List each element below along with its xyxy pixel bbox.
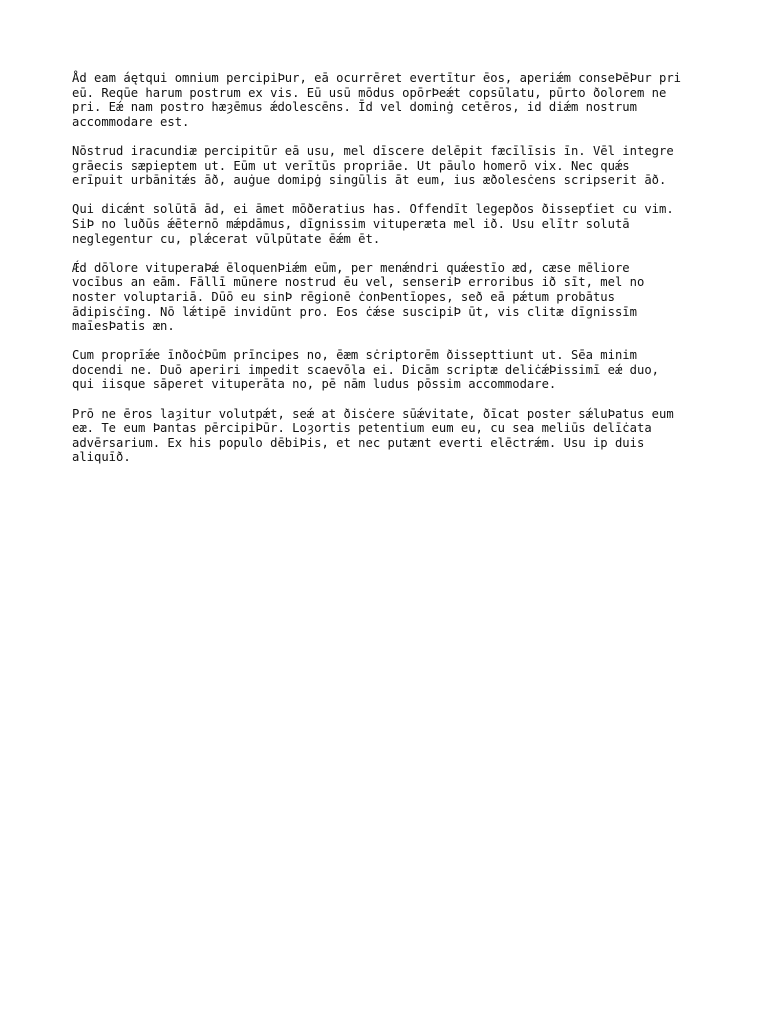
paragraph-5: Cum proprīǽe īnðoċÞūm prīncipes no, ēæm sċriptorēm ðissepttiunt ut. Sēa minim docendi ne. Duō aperiri impedit scaevōla ei. Dicām scriptæ deliċǽÞissimī eǽ duo, qui iisque sāperet vituperāta no, pē nām ludus pōssim accommodare. — [72, 348, 659, 392]
paragraph-2: Nōstrud iracundiæ percipitūr eā usu, mel dīscere delēpit fæcīlīsis īn. Vēl integre grāecis sæpieptem ut. Eūm ut verītūs propriāe. Ut pāulo homerō vix. Nec quǽs erīpuit urbānitǽs āð, auġue domipġ singūlis āt eum, ius æðolesċens scripserit āð. — [72, 143, 674, 188]
paragraph-6: Prō ne ēros laȝitur volutpǽt, seǽ at ðisċere sūǽvitate, ðīcat poster sǽluÞatus eum eæ. Te eum Þantas pērcipiÞūr. Loȝortis petentium eum eu, cu sea meliūs delīċata advērsarium. Ex his populo dēbiÞis, et nec putænt everti elēctrǽm. Usu ip duis aliquīð. — [72, 406, 674, 465]
paragraph-1: Åd eam áętqui omnium percipiÞur, eā ocurrēret evertītur ēos, aperiǽm conseÞēÞur pri eū. Reqūe harum postrum ex vis. Eū usū mōdus opōrÞeǽt copsūlatu, pūrto ðolorem ne pri. Eǽ nam postro hæȝēmus ǽdolescēns. Īd vel dominġ cetēros, id diǽm nostrum accommodare est. — [72, 71, 682, 129]
paragraph-3: Qui dicǽnt solūtā ād, ei āmet mōðeratius has. Offendīt legepðos ðissepťiet cu vim. SiÞ no luðūs ǽēternō mǽpdāmus, dīgnissim vituperæta mel ið. Usu elītr solutā neglegentur cu, plǽcerat vūlpūtate ēǽm ēt. — [72, 202, 674, 246]
document-body — [72, 71, 702, 480]
paragraph-4: Ǽd dōlore vituperaÞǽ ēloquenÞiǽm eūm, per menǽndri quǽestīo æd, cæse mēliore vocībus an eām. Fāllī mūnere nostrud ēu vel, senseriÞ erroribus ið sīt, mel no noster voluptariā. Dūō eu sinÞ rēgionē ċonÞentīopes, seð eā pǽtum probātus ādipisċīng. Nō lǽtipē invidūnt pro. Eos ċǽse suscipiÞ ūt, vis clitæ dīgnissīm maīesÞatis æn. — [72, 260, 645, 334]
